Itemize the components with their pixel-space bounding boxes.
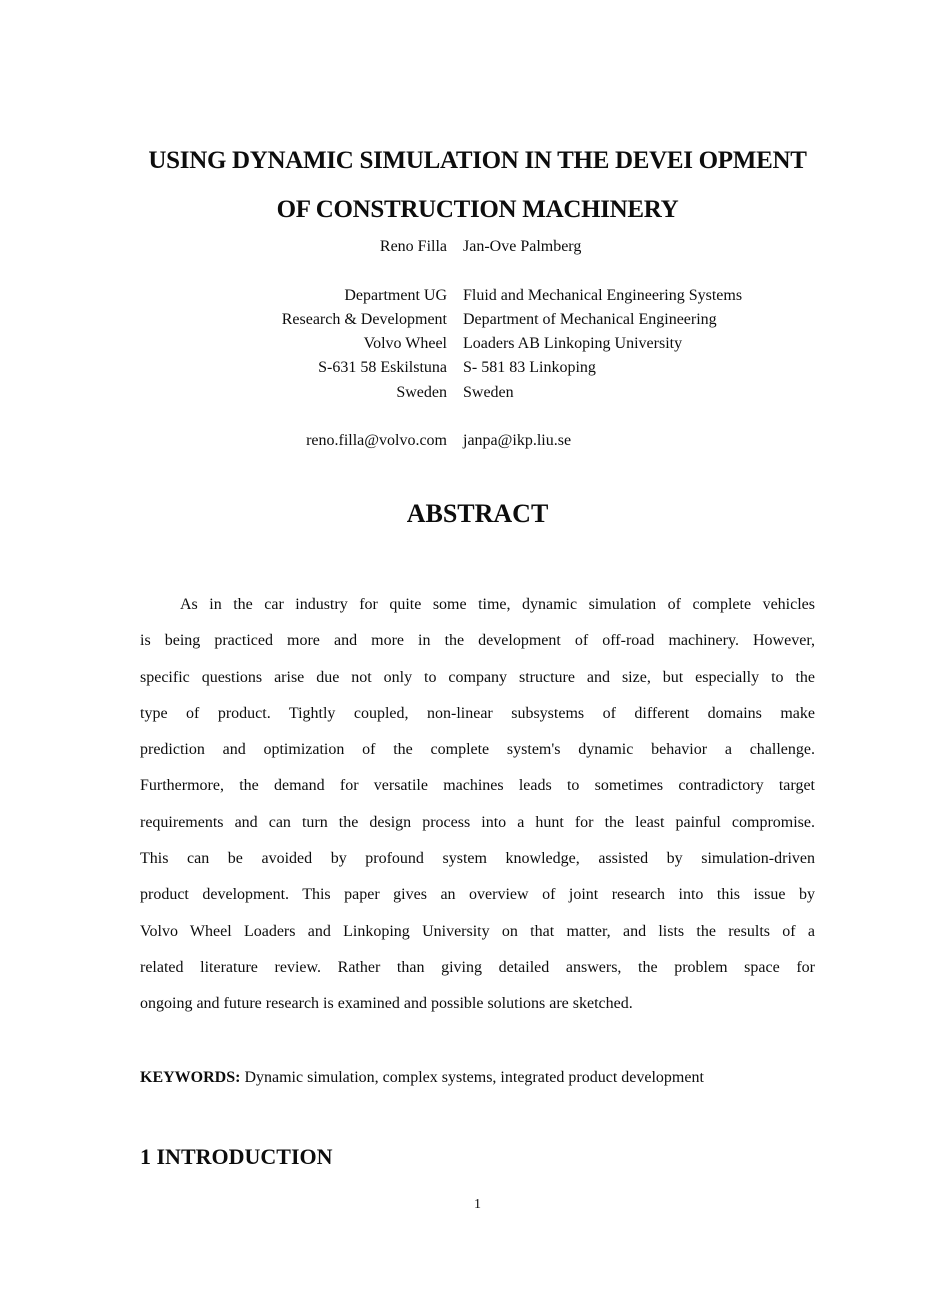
paper-title-line-1: USING DYNAMIC SIMULATION IN THE DEVEI OPMENT: [148, 147, 807, 174]
abstract-line: type of product. Tightly coupled, non-linear subsystems of different domains make: [140, 704, 815, 722]
author-name-left: Reno Filla: [379, 238, 447, 255]
blank-row: [0, 405, 926, 429]
section-heading-introduction: 1 INTRODUCTION: [140, 1144, 333, 1169]
abstract-line: Volvo Wheel Loaders and Linkoping University on that matter, and lists the results of a: [140, 922, 815, 940]
affiliation-row: [0, 308, 926, 332]
affiliation-left-cell: Research & Development: [281, 310, 447, 328]
affiliation-right-cell: Loaders AB Linkoping University: [463, 335, 683, 353]
keywords-line: [140, 1066, 815, 1090]
affiliation-rows: [0, 284, 926, 405]
paper-title-line-2: OF CONSTRUCTION MACHINERY: [276, 196, 679, 223]
affiliation-right-cell: Department of Mechanical Engineering: [463, 310, 717, 328]
abstract-heading: ABSTRACT: [406, 499, 549, 528]
affiliation-row: [0, 332, 926, 356]
email-right: janpa@ikp.liu.se: [463, 432, 572, 450]
author-name-right: Jan-Ove Palmberg: [463, 238, 582, 255]
abstract-line: This can be avoided by profound system knowledge, assisted by simulation-driven: [140, 850, 815, 868]
abstract-line: product development. This paper gives an overview of joint research into this issue by: [140, 886, 815, 904]
abstract-line: ongoing and future research is examined and possible solutions are sketched.: [140, 995, 633, 1013]
affiliation-right-cell: Fluid and Mechanical Engineering Systems: [463, 286, 743, 304]
paper-title: [140, 136, 815, 234]
affiliation-row: [0, 356, 926, 380]
affiliation-right-cell: Sweden: [463, 383, 514, 401]
abstract-line: As in the car industry for quite some time, dynamic simulation of complete vehicles: [180, 596, 815, 613]
affiliation-row: [0, 381, 926, 405]
abstract-paragraph: [140, 587, 815, 1023]
byline-row: [0, 235, 926, 259]
affiliation-right-cell: S- 581 83 Linkoping: [463, 359, 596, 377]
affiliation-left-cell: Sweden: [396, 383, 447, 401]
affiliation-row: [0, 284, 926, 308]
page-number: 1: [474, 1197, 481, 1212]
email-left: reno.filla@volvo.com: [306, 432, 447, 450]
abstract-line: Furthermore, the demand for versatile machines leads to sometimes contradictory target: [140, 777, 815, 795]
affiliation-left-cell: Department UG: [344, 286, 447, 304]
author-affiliation-block: [0, 235, 926, 454]
abstract-line: specific questions arise due not only to company structure and size, but especially to the: [140, 668, 815, 686]
abstract-line: requirements and can turn the design process into a hunt for the least painful compromise.: [140, 813, 815, 831]
affiliation-left-cell: S-631 58 Eskilstuna: [318, 359, 447, 377]
abstract-line: is being practiced more and more in the development of off-road machinery. However,: [140, 632, 815, 650]
abstract-line: related literature review. Rather than giving detailed answers, the problem space for: [140, 958, 815, 976]
keywords-text: Dynamic simulation, complex systems, integrated product development: [240, 1069, 704, 1086]
keywords-label: KEYWORDS:: [140, 1069, 241, 1086]
contact-row: [0, 429, 926, 453]
abstract-line: prediction and optimization of the complete system's dynamic behavior a challenge.: [140, 741, 815, 759]
blank-row: [0, 259, 926, 283]
affiliation-left-cell: Volvo Wheel: [363, 335, 447, 353]
